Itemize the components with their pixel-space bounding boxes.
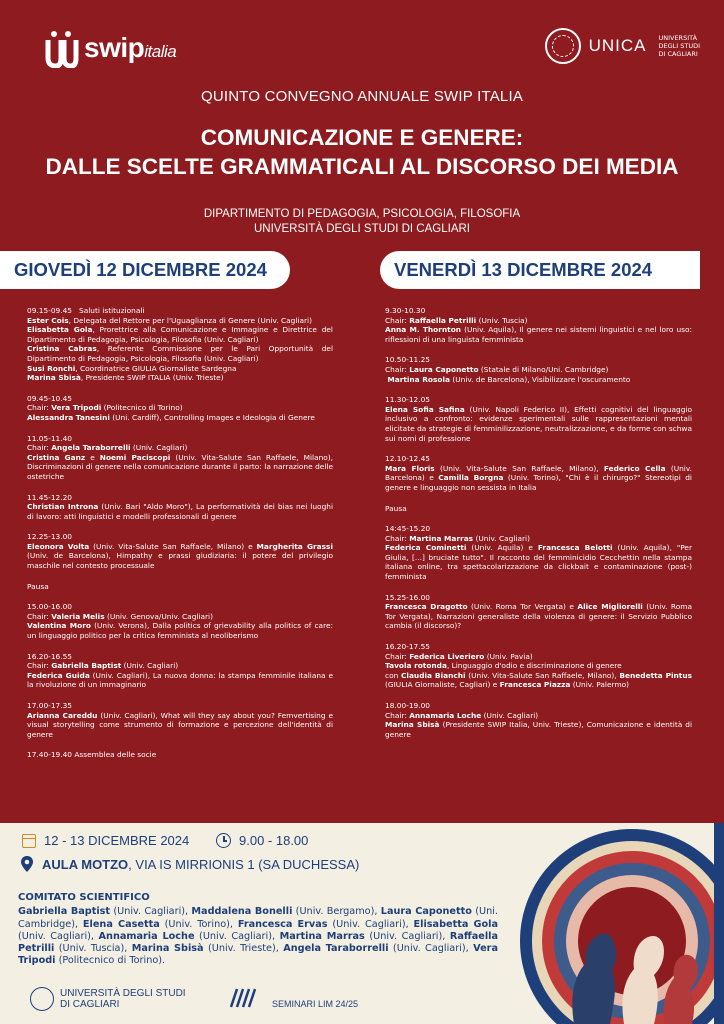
footer-unica-line1: UNIVERSITÀ DEGLI STUDI [60, 988, 186, 999]
unica-logo [545, 28, 700, 64]
conference-subtitle: QUINTO CONVEGNO ANNUALE SWIP ITALIA [200, 88, 524, 105]
day1-label: GIOVEDÌ 12 DICEMBRE 2024 [0, 251, 290, 289]
footer-seal-icon [30, 987, 54, 1011]
lim-logo-icon [228, 987, 256, 1009]
program-session: 10.50-11.25 Chair: Laura Caponetto (Statale di Milano/Uni. Cambridge) Martina Rosola (Univ. de Barcelona), Visibilizzare l'oscuramento [385, 355, 631, 384]
dates-row [22, 833, 189, 848]
lim-logo [228, 987, 256, 1009]
program-session: 15.25-16.00 Francesca Dragotto (Univ. Roma Tor Vergata) e Alice Migliorelli (Univ. Roma Tor Vergata), Narrazioni generaliste della violenza di genere: il Servizio Pubblico cambia (il discorso)? [385, 592, 692, 631]
university-seal-icon [545, 28, 581, 64]
scientific-committee [18, 892, 498, 968]
program-session: Pausa [385, 503, 407, 513]
clock-icon [216, 833, 231, 848]
program-session: 15.00-16.00 Chair: Valeria Melis (Univ. Genova/Univ. Cagliari) Valentina Moro (Univ. Verona), Dalla politics of grievability alla politics of care: un linguaggio politico per la critica femminista al neoliberismo [27, 602, 333, 641]
program-session: 12.10-12.45 Mara Floris (Univ. Vita-Salute San Raffaele, Milano), Federico Cella (Univ. Barcelona) e Camilla Borgna (Univ. Torino), "Chi è il chirurgo?" Stereotipi di genere e linguaggio non sessista in Italia [385, 454, 693, 492]
profiles-artwork [514, 823, 714, 1024]
day2-program [385, 306, 692, 750]
program-session: 16.20-17.55 Chair: Federica Liveriero (Univ. Pavia) Tavola rotonda, Linguaggio d'odio e discriminazione di genere con Claudia Bianchi (Univ. Vita-Salute San Raffaele, Milano), Benedetta Pintus (GIULIA Giornaliste, Cagliari) e Francesca Piazza (Univ. Palermo) [385, 642, 692, 690]
program-session: 11.30-12.05 Elena Sofia Safina (Univ. Napoli Federico II), Effetti cognitivi del linguaggio inclusivo a confronto: evidenze sperimentali sulle rappresentazioni mentali elicitate da strategie di femminilizzazione, neutralizzazione, e da forme con schwa sui nomi di professione [385, 395, 692, 443]
program-session: 17.00-17.35 Arianna Careddu (Univ. Cagliari), What will they say about you? Femvertising e visual storytelling come strumento di formazione e percezione dell'identità di genere [27, 701, 333, 739]
footer-area [0, 823, 724, 1024]
time-row [216, 833, 308, 848]
program-session: 18.00-19.00 Chair: Annamaria Loche (Univ. Cagliari) Marina Sbisà (Presidente SWIP Italia, Univ. Trieste), Comunicazione e identità di genere [385, 701, 693, 739]
day1-program [27, 306, 333, 771]
program-session: 17.40-19.40 Assemblea delle socie [27, 750, 157, 760]
program-session: 16.20-16.55 Chair: Gabriella Baptist (Univ. Cagliari) Federica Guida (Univ. Cagliari), La nuova donna: la stampa femminile italiana e la rivoluzione di un immaginario [27, 651, 333, 690]
program-session: 11.45-12.20 Christian Introna (Univ. Bari "Aldo Moro"), La performatività dei bias nei luoghi di lavoro: atti linguistici e modelli professionali di genere [27, 492, 333, 521]
program-session: 09.15-09.45 Saluti istituzionali Ester Cois, Delegata del Rettore per l'Uguaglianza di Genere (Univ. Cagliari) Elisabetta Gola, Prorettrice alla Comunicazione e Immagine e Direttrice del Dipartimento di Pedagogia, Psicologia, Filosofia (Univ. Cagliari) Cristina Cabras, Referente Commissione per le Pari Opportunità del Dipartimento di Pedagogia, Psicologia, Filosofia (Univ. Cagliari) Susi Ronchi, Coordinatrice GIULIA Giornaliste Sardegna Marina Sbisà, Presidente SWIP ITALIA (Univ. Trieste) [27, 306, 334, 383]
location-pin-icon [20, 855, 34, 873]
event-dates: 12 - 13 DICEMBRE 2024 [44, 833, 190, 848]
footer-unica-logo [30, 987, 186, 1011]
swip-logo [44, 28, 176, 68]
swip-mark-icon [44, 28, 80, 68]
day2-label: VENERDÌ 13 DICEMBRE 2024 [380, 251, 700, 289]
location-address: , VIA IS MIRRIONIS 1 (SA DUCHESSA) [128, 856, 360, 872]
event-time: 9.00 - 18.00 [239, 833, 309, 848]
unica-wordmark: UNICA [588, 36, 647, 55]
program-session: Pausa [27, 581, 49, 591]
program-session: 9.30-10.30 Chair: Raffaella Petrilli (Univ. Tuscia) Anna M. Thornton (Univ. Aquila), Il genere nei sistemi linguistici e nel loro uso: riflessioni di una linguista femminista [385, 306, 692, 344]
footer-unica-line2: DI CAGLIARI [60, 999, 120, 1010]
program-session: 11.05-11.40 Chair: Angela Taraborrelli (Univ. Cagliari) Cristina Ganz e Noemi Paciscopi (Univ. Vita-Salute San Raffaele, Milano), Discriminazioni di genere nella comunicazione durante il parto: la narrazione delle ostetriche [27, 433, 334, 481]
unica-subtitle: UNIVERSITÀ DEGLI STUDI DI CAGLIARI [658, 34, 700, 58]
program-session: 09.45-10.45 Chair: Vera Tripodi (Politecnico di Torino) Alessandra Tanesini (Uni. Cardiff), Controlling Images e Ideologia di Genere [27, 393, 315, 422]
program-session: 14:45-15.20 Chair: Martina Marras (Univ. Cagliari) Federica Cominetti (Univ. Aquila) e Francesca Belotti (Univ. Aquila), "Per Giulia, [...] bruciate tutto". Il racconto del femminicidio Cecchettin nella stampa italiana online, tra spettacolarizzazione da clickbait e contaminazione (post-) femminista [385, 524, 692, 582]
location-venue: AULA MOTZO [42, 856, 129, 872]
swip-logo-text: swipitalia [84, 32, 177, 63]
department-info: DIPARTIMENTO DI PEDAGOGIA, PSICOLOGIA, FILOSOFIA UNIVERSITÀ DEGLI STUDI DI CAGLIARI [203, 208, 521, 235]
committee-members: Gabriella Baptist (Univ. Cagliari), Maddalena Bonelli (Univ. Bergamo), Laura Caponetto (Uni. Cambridge), Elena Casetta (Univ. Torino), Francesca Ervas (Univ. Cagliari), Elisabetta Gola (Univ. Cagliari), Annamaria Loche (Univ. Cagliari), Martina Marras (Univ. Cagliari), Raffaella Petrilli (Univ. Tuscia), Marina Sbisà (Univ. Trieste), Angela Taraborrelli (Univ. Cagliari), Vera Tripodi (Politecnico di Torino). [18, 906, 499, 967]
conference-title: COMUNICAZIONE E GENERE: DALLE SCELTE GRAMMATICALI AL DISCORSO DEI MEDIA [45, 125, 679, 179]
committee-title: COMITATO SCIENTIFICO [18, 892, 150, 903]
program-session: 12.25-13.00 Eleonora Volta (Univ. Vita-Salute San Raffaele, Milano) e Margherita Grassi (Univ. de Barcelona), Himpathy e prassi giudiziaria: il potere del privilegio maschile nel contesto processuale [27, 532, 333, 571]
location-row [20, 855, 359, 873]
calendar-icon [22, 834, 36, 848]
seminari-label: SEMINARI LIM 24/25 [272, 999, 359, 1009]
